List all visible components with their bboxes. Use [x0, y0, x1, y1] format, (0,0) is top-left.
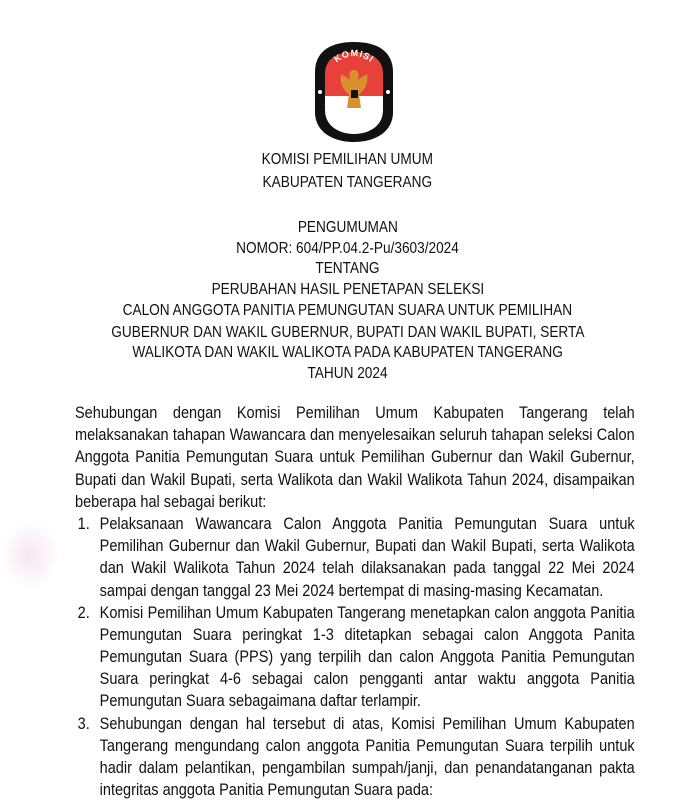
text-line: dan Wakil Walikota Tahun 2024 telah dilaksanakan pada tanggal 22 Mei 2024: [99, 559, 635, 578]
title-line: CALON ANGGOTA PANITIA PEMUNGUTAN SUARA UNTUK PEMILIHAN: [122, 302, 573, 319]
text-line: Sehubungan dengan hal tersebut di atas, Komisi Pemilihan Umum Kabupaten: [99, 714, 635, 733]
title-line: TENTANG: [315, 260, 380, 277]
text-line: Pemungutan Suara (PPS) yang terpilih dan calon Anggota Panitia Pemungutan: [99, 648, 635, 667]
text-line: Pelaksanaan Wawancara Calon Anggota Panitia Pemungutan Suara untuk: [99, 514, 635, 533]
text-line: Pemungutan Suara sebagaimana daftar terlampir.: [99, 692, 421, 711]
text-line: Pemungutan Suara peringkat 1-3 ditetapkan sebagai calon Anggota Panita: [99, 625, 635, 644]
list-item: [75, 602, 635, 713]
text-line: sampai dengan tanggal 23 Mei 2024 bertempat di masing-masing Kecamatan.: [99, 581, 604, 600]
text-line: Sehubungan dengan Komisi Pemilihan Umum Kabupaten Tangerang telah: [75, 404, 635, 422]
logo-bottom-text: PEMILIHAN UMUM: [322, 100, 386, 130]
text-line: Komisi Pemilihan Umum Kabupaten Tangerang menetapkan calon anggota Panitia: [99, 603, 635, 622]
text-line: beberapa hal sebagai berikut:: [75, 492, 267, 511]
text-line: Suara peringkat 4-6 sebagai calon pengganti antar waktu anggota Panitia: [99, 670, 635, 689]
text-line: integritas anggota Panitia Pemungutan Suara pada:: [99, 781, 434, 800]
text-line: Pemilihan Gubernur dan Wakil Gubernur, Bupati dan Wakil Bupati, serta Walikota: [99, 537, 635, 556]
text-line: hadir dalam pelantikan, pengambilan sumpah/janji, dan penandatanganan pakta: [99, 759, 635, 777]
org-line: KOMISI PEMILIHAN UMUM: [261, 151, 434, 168]
kpu-logo: [313, 40, 395, 144]
title-line: PERUBAHAN HASIL PENETAPAN SELEKSI: [211, 280, 484, 298]
document-body: [75, 402, 635, 801]
intro-paragraph: [75, 402, 635, 513]
org-line: KABUPATEN TANGERANG: [262, 173, 433, 191]
organization-header: [0, 150, 695, 193]
text-line: Tangerang mengundang calon anggota Panitia Pemungutan Suara terpilih untuk: [99, 736, 635, 755]
list-item: [75, 513, 635, 602]
title-line: NOMOR: 604/PP.04.2-Pu/3603/2024: [236, 239, 459, 257]
list-number: 1.: [77, 514, 90, 533]
text-line: melaksanakan tahapan Wawancara dan menyelesaikan seluruh tahapan seleksi Calon: [75, 426, 635, 445]
title-line: PENGUMUMAN: [297, 219, 398, 236]
text-line: Bupati dan Wakil Bupati, serta Walikota dan Wakil Walikota Tahun 2024, disampaikan: [75, 470, 635, 489]
logo-top-text: KOMISI: [332, 47, 377, 65]
announcement-title: [0, 218, 695, 384]
list-item: [75, 713, 635, 801]
list-number: 3.: [77, 714, 90, 733]
text-line: Anggota Panitia Pemungutan Suara untuk Pemilihan Gubernur dan Wakil Gubernur,: [75, 448, 635, 467]
title-line: GUBERNUR DAN WAKIL GUBERNUR, BUPATI DAN WAKIL BUPATI, SERTA: [110, 323, 585, 341]
scan-smudge: [0, 520, 60, 590]
title-line: TAHUN 2024: [307, 364, 388, 382]
title-line: WALIKOTA DAN WAKIL WALIKOTA PADA KABUPATEN TANGERANG: [132, 344, 563, 361]
list-number: 2.: [77, 603, 90, 622]
